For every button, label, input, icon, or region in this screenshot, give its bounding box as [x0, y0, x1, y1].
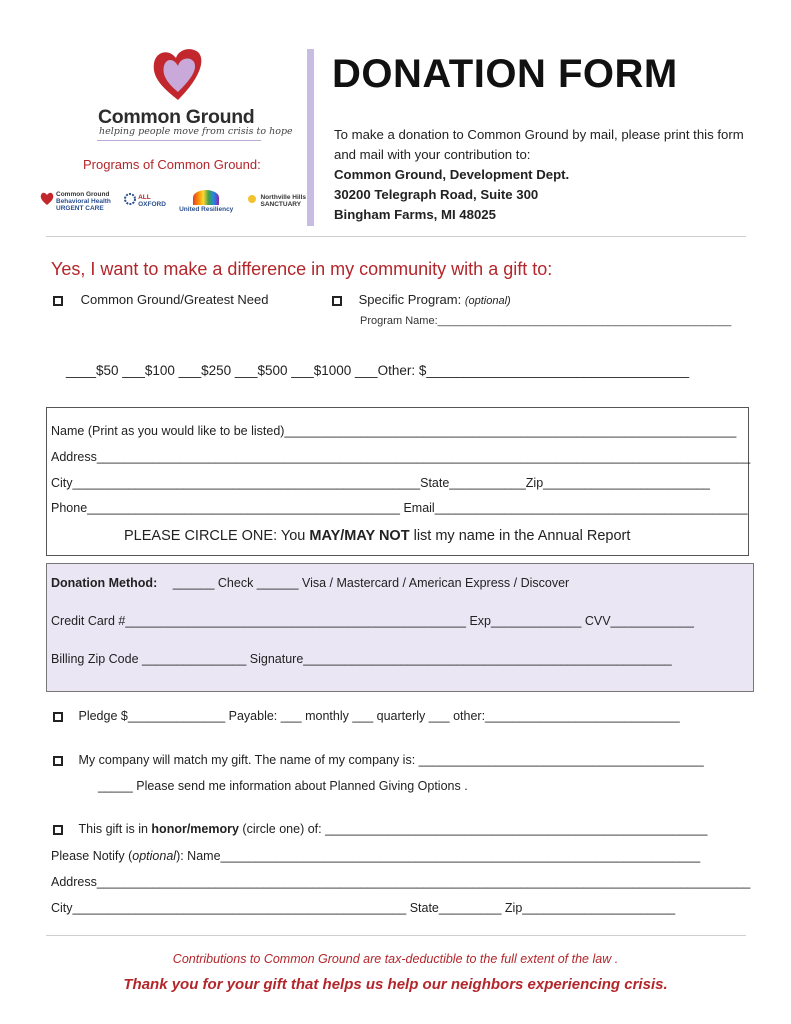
program-logos	[40, 186, 306, 216]
honor-memory-row[interactable]: This gift is in honor/memory (circle one) of: _______________________________________________________	[53, 822, 707, 836]
greatest-need-checkbox[interactable]	[53, 296, 63, 306]
gear-icon	[124, 192, 136, 210]
united-resiliency-logo: United Resiliency	[179, 190, 233, 213]
city-state-zip-field[interactable]: City__________________________________________________State___________Zip________________________	[51, 476, 710, 490]
greatest-need-option[interactable]: Common Ground/Greatest Need	[53, 292, 269, 307]
pledge-checkbox[interactable]	[53, 712, 63, 722]
thank-you-note: Thank you for your gift that helps us help our neighbors experiencing crisis.	[123, 976, 668, 993]
header-accent-bar	[307, 49, 314, 226]
billing-signature-field[interactable]: Billing Zip Code _______________ Signature_____________________________________________________	[51, 652, 672, 666]
brand-name: Common Ground	[98, 106, 255, 128]
footer-divider	[46, 935, 746, 936]
rainbow-icon	[193, 190, 219, 205]
tax-deductible-note: Contributions to Common Ground are tax-deductible to the full extent of the law .	[172, 952, 619, 966]
brand-divider	[97, 140, 261, 141]
page-title: DONATION FORM	[332, 52, 678, 96]
specific-program-checkbox[interactable]	[332, 296, 342, 306]
all-of-oxford-logo: ALL OXFORD	[124, 192, 166, 210]
honor-memory-checkbox[interactable]	[53, 825, 63, 835]
address-field[interactable]: Address______________________________________________________________________________________________	[51, 450, 751, 464]
credit-card-field[interactable]: Credit Card #_________________________________________________ Exp_____________ CVV____________	[51, 614, 694, 628]
mailing-address: Common Ground, Development Dept. 30200 Telegraph Road, Suite 300 Bingham Farms, MI 48025	[334, 167, 570, 223]
name-field[interactable]: Name (Print as you would like to be listed)_________________________________________________________________	[51, 424, 737, 438]
programs-label: Programs of Common Ground:	[83, 157, 261, 172]
donation-method-row[interactable]: Donation Method: ______ Check ______ Visa / Mastercard / American Express / Discover	[51, 576, 570, 590]
planned-giving-field[interactable]: _____ Please send me information about Planned Giving Options .	[98, 779, 468, 793]
company-match-checkbox[interactable]	[53, 756, 63, 766]
amount-options[interactable]: ____$50 ___$100 ___$250 ___$500 ___$1000 ___Other: $___________________________________	[66, 363, 690, 378]
specific-program-option[interactable]: Specific Program: (optional)	[332, 292, 511, 307]
notify-name-field[interactable]: Please Notify (optional): Name_____________________________________________________________________	[51, 849, 701, 863]
header-divider	[46, 236, 746, 237]
brand-tagline: helping people move from crisis to hope	[99, 126, 293, 137]
mail-instructions: To make a donation to Common Ground by mail, please print this form and mail with your contribution to:	[334, 127, 744, 162]
common-ground-heart-logo	[150, 46, 206, 104]
sun-icon	[246, 192, 258, 210]
notify-address-field[interactable]: Address______________________________________________________________________________________________	[51, 875, 751, 889]
company-match-row[interactable]: My company will match my gift. The name of my company is: _________________________________________	[53, 753, 704, 767]
listing-permission[interactable]: PLEASE CIRCLE ONE: You MAY/MAY NOT list my name in the Annual Report	[124, 528, 631, 544]
sanctuary-logo: Northville Hills SANCTUARY	[246, 192, 306, 210]
gift-heading: Yes, I want to make a difference in my community with a gift to:	[51, 259, 553, 279]
pledge-row[interactable]: Pledge $______________ Payable: ___ monthly ___ quarterly ___ other:____________________________	[53, 709, 680, 723]
behavioral-health-urgent-care-logo: Common Ground Behavioral Health URGENT CARE	[40, 191, 111, 212]
notify-city-field[interactable]: City________________________________________________ State_________ Zip______________________	[51, 901, 676, 915]
program-name-field[interactable]: Program Name:________________________________________________	[360, 315, 732, 327]
phone-email-field[interactable]: Phone_____________________________________________ Email_____________________________________________	[51, 501, 748, 515]
heart-icon	[40, 191, 54, 211]
